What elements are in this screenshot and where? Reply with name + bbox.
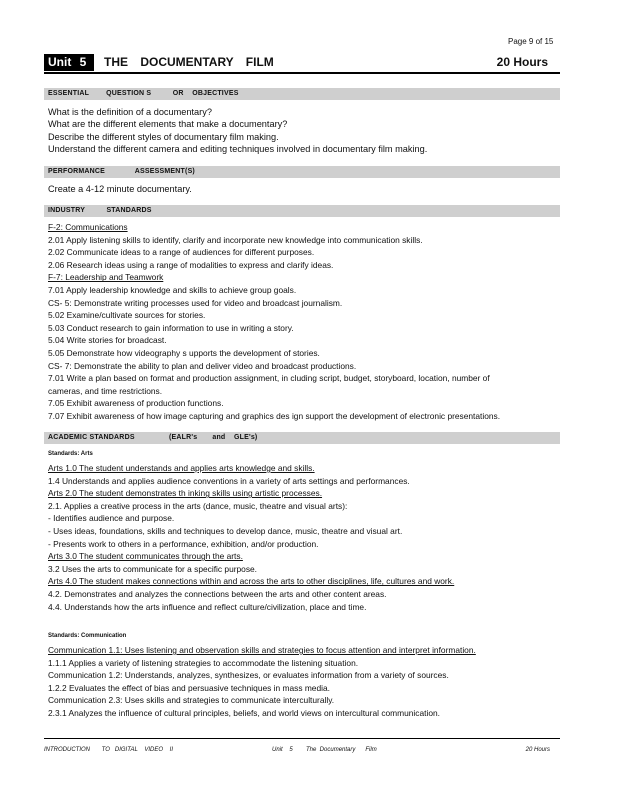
list-item: - Presents work to others in a performance, exhibition, and/or production.: [48, 538, 319, 549]
academic-standards-header: ACADEMIC STANDARDS (EALR's and GLE's): [44, 432, 560, 444]
list-item: CS- 7: Demonstrate the ability to plan and deliver video and broadcast productions.: [48, 360, 357, 371]
list-item: Communication 1.1: Uses listening and observation skills and strategies to focus attention and interpret information.: [48, 645, 476, 655]
list-item: F-7: Leadership and Teamwork: [48, 272, 164, 283]
list-item: cameras, and time restrictions.: [48, 385, 163, 396]
list-item: 5.02 Examine/cultivate sources for stories.: [48, 310, 206, 321]
unit-header: [44, 52, 560, 74]
list-item: 5.03 Conduct research to gain information to use in writing a story.: [48, 322, 294, 333]
list-item: Describe the different styles of documentary film making.: [48, 131, 279, 142]
footer-course: INTRODUCTION TO DIGITAL VIDEO II: [44, 747, 174, 753]
list-item: - Identifies audience and purpose.: [48, 513, 175, 524]
communication-standards-list: [48, 644, 558, 720]
essential-questions-list: [48, 106, 558, 155]
list-item: Arts 4.0 The student makes connections within and across the arts to other disciplines, life, cultures and work.: [48, 576, 455, 587]
list-item: 7.07 Exhibit awareness of how image capturing and graphics des ign support the development of electronic presentations.: [48, 410, 501, 421]
list-item: Communication 1.2: Understands, analyzes, synthesizes, or evaluates information from a variety of sources.: [48, 670, 449, 681]
communication-standards-subheading: Standards: Communication: [48, 633, 127, 639]
list-item: Communication 2.3: Uses skills and strategies to communicate interculturally.: [48, 695, 335, 706]
arts-standards-subheading: Standards: Arts: [48, 451, 93, 457]
list-item: Arts 3.0 The student communicates through the arts.: [48, 551, 243, 562]
footer-unit: Unit 5 The Documentary Film: [272, 747, 377, 753]
performance-assessment-list: [48, 183, 558, 195]
list-item: What is the definition of a documentary?: [48, 107, 212, 117]
essential-questions-header: ESSENTIAL QUESTION S OR OBJECTIVES: [44, 88, 560, 100]
list-item: 7.05 Exhibit awareness of production functions.: [48, 398, 224, 409]
list-item: 4.4. Understands how the arts influence and reflect culture/civilization, place and time.: [48, 601, 367, 612]
list-item: 1.2.2 Evaluates the effect of bias and persuasive techniques in mass media.: [48, 682, 330, 693]
list-item: 1.1.1 Applies a variety of listening strategies to accommodate the listening situation.: [48, 657, 359, 668]
list-item: Arts 1.0 The student understands and applies arts knowledge and skills.: [48, 463, 315, 473]
page-number: Page 9 of 15: [508, 37, 554, 46]
performance-assessment-header: PERFORMANCE ASSESSMENT(S): [44, 166, 560, 178]
unit-title: THE DOCUMENTARY FILM: [104, 55, 274, 69]
unit-hours: 20 Hours: [496, 55, 548, 69]
list-item: 2.01 Apply listening skills to identify, clarify and incorporate new knowledge into communication skills.: [48, 234, 423, 245]
list-item: 5.05 Demonstrate how videography s upports the development of stories.: [48, 347, 320, 358]
list-item: CS- 5: Demonstrate writing processes used for video and broadcast journalism.: [48, 297, 343, 308]
page-footer: [44, 738, 560, 753]
list-item: 2.3.1 Analyzes the influence of cultural principles, beliefs, and world views on intercultural communication.: [48, 707, 440, 718]
list-item: 7.01 Write a plan based on format and production assignment, in cluding script, budget, storyboard, location, number of: [48, 373, 490, 384]
list-item: 3.2 Uses the arts to communicate for a specific purpose.: [48, 563, 258, 574]
list-item: - Uses ideas, foundations, skills and techniques to develop dance, music, theatre and visual art.: [48, 525, 403, 536]
arts-standards-list: [48, 462, 558, 613]
list-item: 2.02 Communicate ideas to a range of audiences for different purposes.: [48, 247, 315, 258]
list-item: Understand the different camera and editing techniques involved in documentary film making.: [48, 143, 428, 154]
list-item: 4.2. Demonstrates and analyzes the connections between the arts and other content areas.: [48, 588, 387, 599]
list-item: Create a 4-12 minute documentary.: [48, 184, 192, 194]
footer-hours: 20 Hours: [525, 747, 550, 753]
list-item: Arts 2.0 The student demonstrates th inking skills using artistic processes.: [48, 488, 323, 499]
list-item: 7.01 Apply leadership knowledge and skills to achieve group goals.: [48, 284, 297, 295]
list-item: F-2: Communications: [48, 222, 128, 232]
industry-standards-header: INDUSTRY STANDARDS: [44, 205, 560, 217]
list-item: 2.06 Research ideas using a range of modalities to express and clarify ideas.: [48, 259, 334, 270]
list-item: What are the different elements that make a documentary?: [48, 119, 288, 130]
list-item: 1.4 Understands and applies audience conventions in a variety of arts settings and performances.: [48, 475, 410, 486]
list-item: 5.04 Write stories for broadcast.: [48, 335, 167, 346]
list-item: 2.1. Applies a creative process in the arts (dance, music, theatre and visual arts):: [48, 500, 348, 511]
unit-label: Unit 5: [44, 54, 94, 71]
industry-standards-list: [48, 221, 558, 423]
